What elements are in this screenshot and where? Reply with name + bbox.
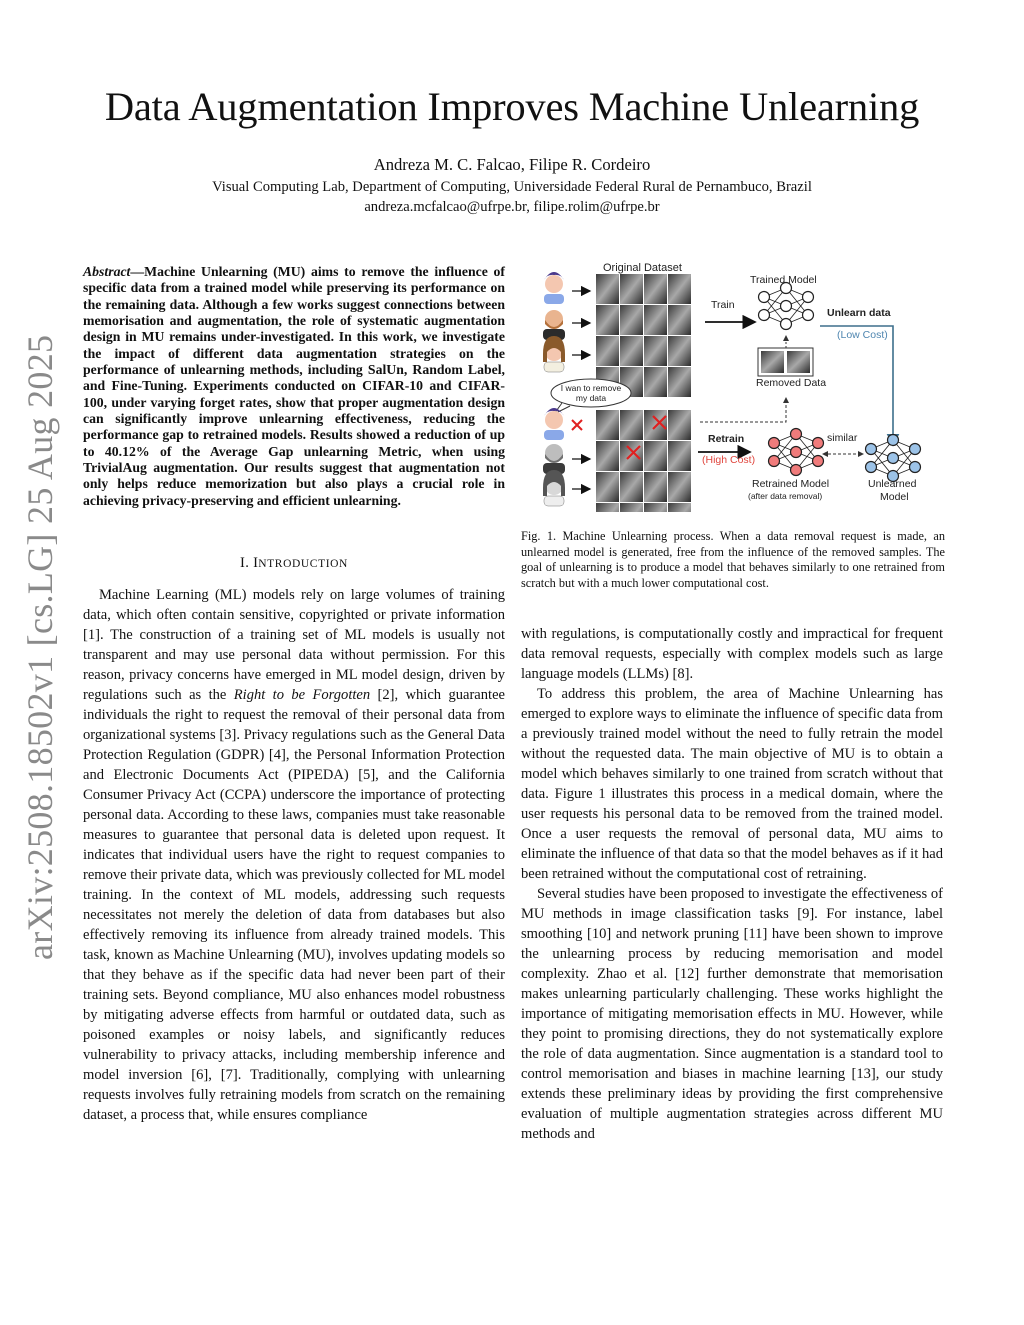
network-node — [781, 319, 792, 330]
network-node — [759, 310, 770, 321]
abstract-dash: — — [130, 264, 145, 279]
label-trained-model: Trained Model — [750, 274, 817, 286]
network-node — [781, 301, 792, 312]
xray-image-thumbnail — [644, 441, 667, 471]
figure-1-diagram — [530, 262, 950, 512]
right-paragraph-1: with regulations, is computationally costly and impractical for frequent data removal requests, especially with complex models such as large language models (LLMs) [8]. — [521, 626, 943, 682]
section-title-initial: I — [253, 555, 259, 571]
network-node — [866, 444, 877, 455]
person-avatar-3 — [543, 336, 565, 372]
xray-image-thumbnail — [620, 410, 643, 440]
intro-text-a: Machine Learning (ML) models rely on large volumes of training data, which often contain sensitive, copyrighted or private information [1]. The construction of a training set of ML models is usually not transparent and may use personal data without permission. For this reason, privacy concerns have emerged in ML model design, driven by regulations such as the — [83, 587, 505, 703]
affiliation: Visual Computing Lab, Department of Computing, Universidade Federal Rural de Pernambuco, Brazil — [212, 179, 812, 195]
cross-mark-icon — [572, 420, 582, 430]
network-node — [888, 453, 899, 464]
xray-image-thumbnail — [596, 336, 619, 366]
xray-image-thumbnail — [620, 503, 643, 512]
network-node — [791, 465, 802, 476]
introduction-body — [83, 585, 505, 1125]
unlearn-arrow — [820, 326, 893, 445]
remaining-dataset-xray-grid — [596, 410, 691, 512]
intro-paragraph — [83, 585, 505, 1125]
xray-image-thumbnail — [596, 503, 619, 512]
network-node — [910, 462, 921, 473]
original-dataset-xray-grid — [596, 274, 691, 397]
label-high-cost: (High Cost) — [702, 454, 756, 466]
label-similar: similar — [827, 432, 858, 444]
xray-image-thumbnail — [668, 472, 691, 502]
xray-image-thumbnail — [668, 367, 691, 397]
person-avatar-1 — [544, 272, 564, 304]
network-node — [769, 456, 780, 467]
network-node — [813, 438, 824, 449]
xray-image-thumbnail — [596, 274, 619, 304]
label-low-cost: (Low Cost) — [837, 329, 888, 341]
xray-image-thumbnail — [668, 441, 691, 471]
paper-title: Data Augmentation Improves Machine Unlearning — [104, 84, 920, 129]
xray-image-thumbnail — [668, 336, 691, 366]
figure-1-caption: Fig. 1. Machine Unlearning process. When a data removal request is made, an unlearned model is generated, free from the influence of the removed samples. The goal of unlearning is to produce a model that behaves similarly to one retrained from scratch but with a much lower computational cost. — [521, 529, 945, 590]
trained-model-network-icon — [759, 283, 814, 330]
person-avatar-grey-1 — [543, 444, 565, 474]
xray-image-thumbnail — [668, 503, 691, 512]
xray-image-thumbnail — [644, 472, 667, 502]
label-unlearned-2: Model — [880, 491, 909, 503]
network-node — [791, 447, 802, 458]
xray-image-thumbnail — [644, 274, 667, 304]
network-node — [791, 429, 802, 440]
retrained-model-network-icon — [769, 429, 824, 476]
xray-image-thumbnail — [620, 305, 643, 335]
person-avatar-2 — [543, 310, 565, 340]
abstract-text: Machine Unlearning (MU) aims to remove the influence of specific data from a trained model while preserving its performance on the remaining data. Although a few works suggest connections between memorisation and augmentation, the role of systematic augmentation design in MU remains under-investigated. In this work, we investigate the impact of different data augmentation strategies on the performance of unlearning methods, including SalUn, Random Label, and Fine-Tuning. Experiments conducted on CIFAR-10 and CIFAR-100, under varying forget rates, show that proper augmentation design can significantly improve unlearning effectiveness, reducing the performance gap to retrained models. Results showed a reduction of up to 40.12% of the Average Gap unlearning Metric, when using TrivialAug augmentation. Our results suggest that augmentation not only helps reduce memorization but also plays a crucial role in achieving privacy-preserving and efficient unlearning. — [83, 264, 505, 508]
xray-image-thumbnail — [596, 472, 619, 502]
xray-image-thumbnail — [620, 336, 643, 366]
xray-image-thumbnail — [596, 305, 619, 335]
xray-image-thumbnail — [668, 410, 691, 440]
label-retrained-sub: (after data removal) — [748, 491, 823, 501]
xray-image-thumbnail — [644, 367, 667, 397]
xray-image-thumbnail — [620, 274, 643, 304]
person-avatar-requesting — [544, 408, 564, 440]
right-column-body — [521, 624, 943, 1144]
intro-text-b: [2], which guarantee individuals the right to request the removal of their personal data from organizational systems [3]. Privacy regulations such as the General Data Protection Regulation (GDPR) [4], the Personal Information Protection and Electronic Documents Act (PIPEDA) [5], and the California Consumer Privacy Act (CCPA) underscore the importance of protecting personal data. According to these laws, companies must take reasonable measures to guarantee that personal data is deleted upon request. It indicates that individual users have the right to request companies to remove their private data, which was previously collected for ML model training. In the context of ML models, addressing such requests necessitates not merely the deletion of data from databases but also effectively removing its influence from already trained models. This task, known as Machine Unlearning (MU), involves updating models so that they behave as if the specific data had never been part of their training sets. Beyond compliance, MU also enhances model robustness by mitigating adverse effects from harmful or outdated data, such as poisoned examples or noisy labels, and significantly reduces vulnerability to privacy attacks, including membership inference and model inversion [6], [7]. Traditionally, complying with unlearning requests involves fully retraining models from scratch on the remaining dataset, a process that, while ensures compliance — [83, 687, 505, 1123]
right-paragraph-3: Several studies have been proposed to investigate the effectiveness of MU methods in image classification tasks [9]. For instance, label smoothing [10] and network pruning [11] have been shown to improve the unlearning process by reducing memorisation and model complexity. Zhao et al. [12] further demonstrate that memorisation makes unlearning particularly challenging. These works highlight the importance of mitigating memorisation effects in MU. However, while they point to promising directions, they do not systematically explore the role of data augmentation. Since augmentation is a standard tool to control memorisation and biases in machine learning [13], our study extends these preliminary ideas by providing the first comprehensive evaluation of multiple augmentation strategies across different MU methods and — [521, 886, 943, 1142]
network-node — [759, 292, 770, 303]
network-node — [888, 435, 899, 446]
speech-bubble-text: I wan to remove my data — [560, 383, 622, 403]
section-number: I. — [240, 555, 250, 571]
label-train: Train — [711, 299, 735, 311]
arxiv-stamp: arXiv:2508.18502v1 [cs.LG] 25 Aug 2025 — [20, 334, 60, 960]
right-paragraph-2: To address this problem, the area of Machine Unlearning has emerged to explore ways to eliminate the influence of specific data from a previously trained model without the need to fully retrain the model without the requested data. The main objective of MU is to obtain a model which behaves similarly to one trained from scratch without that data. Figure 1 illustrates this process in a medical domain, where the user requests his personal data to be removed from the trained model. Once a user requests the removal of personal data, MU aims to eliminate the influence of that data so that the model behaves as if it had been retrained without the computational cost of retraining. — [521, 686, 943, 882]
xray-image-thumbnail — [644, 336, 667, 366]
authors: Andreza M. C. Falcao, Filipe R. Cordeiro — [373, 155, 651, 174]
network-node — [813, 456, 824, 467]
network-node — [769, 438, 780, 449]
section-heading-introduction — [83, 555, 505, 572]
xray-image-thumbnail — [644, 305, 667, 335]
label-unlearned-1: Unlearned — [868, 478, 917, 490]
xray-image-thumbnail — [668, 274, 691, 304]
xray-image-thumbnail — [596, 441, 619, 471]
removed-data-images — [758, 348, 813, 376]
label-retrained-model: Retrained Model — [752, 478, 830, 490]
section-title-rest: NTRODUCTION — [258, 558, 348, 570]
label-original-dataset: Original Dataset — [603, 262, 682, 274]
person-avatar-grey-2 — [543, 470, 565, 506]
author-emails: andreza.mcfalcao@ufrpe.br, filipe.rolim@ufrpe.br — [364, 199, 660, 215]
xray-image-thumbnail — [596, 410, 619, 440]
intro-emphasis: Right to be Forgotten — [233, 687, 371, 703]
unlearned-model-network-icon — [866, 435, 921, 482]
xray-image-thumbnail — [620, 472, 643, 502]
abstract — [83, 264, 505, 509]
network-node — [803, 292, 814, 303]
label-removed-data: Removed Data — [756, 377, 827, 389]
abstract-lead: Abstract — [83, 264, 131, 279]
request-to-removed-arrow — [700, 398, 786, 422]
xray-image-thumbnail — [644, 503, 667, 512]
network-node — [866, 462, 877, 473]
label-retrain: Retrain — [708, 433, 745, 445]
label-unlearn-data: Unlearn data — [827, 307, 891, 319]
xray-image-thumbnail — [668, 305, 691, 335]
network-node — [910, 444, 921, 455]
network-node — [803, 310, 814, 321]
